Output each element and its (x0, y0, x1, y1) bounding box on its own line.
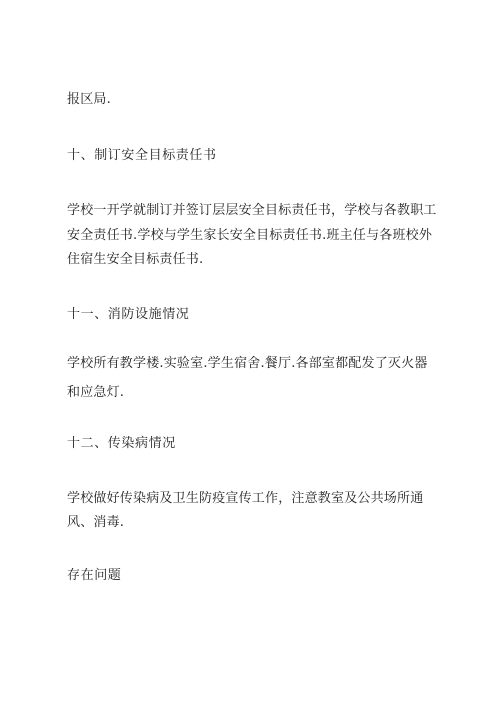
section-heading-12: 十二、传染病情况 (67, 436, 176, 451)
section-heading-10: 十、制订安全目标责任书 (67, 148, 217, 163)
paragraph-10-line-3: 住宿生安全目标责任书. (67, 252, 204, 267)
section-heading-problems: 存在问题 (67, 568, 122, 583)
text-line: 报区局. (67, 92, 111, 107)
paragraph-12-line-2: 风、消毒. (67, 515, 125, 530)
section-heading-11: 十一、消防设施情况 (67, 307, 190, 322)
paragraph-11-line-2: 和应急灯. (67, 385, 125, 400)
paragraph-12-line-1: 学校做好传染病及卫生防疫宣传工作，注意教室及公共场所通 (67, 491, 424, 506)
paragraph-10-line-1: 学校一开学就制订并签订层层安全目标责任书，学校与各教职工 (67, 203, 437, 218)
paragraph-11-line-1: 学校所有教学楼.实验室.学生宿舍.餐厅.各部室都配发了灭火器 (67, 356, 428, 371)
paragraph-10-line-2: 安全责任书.学校与学生家长安全目标责任书.班主任与各班校外 (67, 228, 433, 243)
